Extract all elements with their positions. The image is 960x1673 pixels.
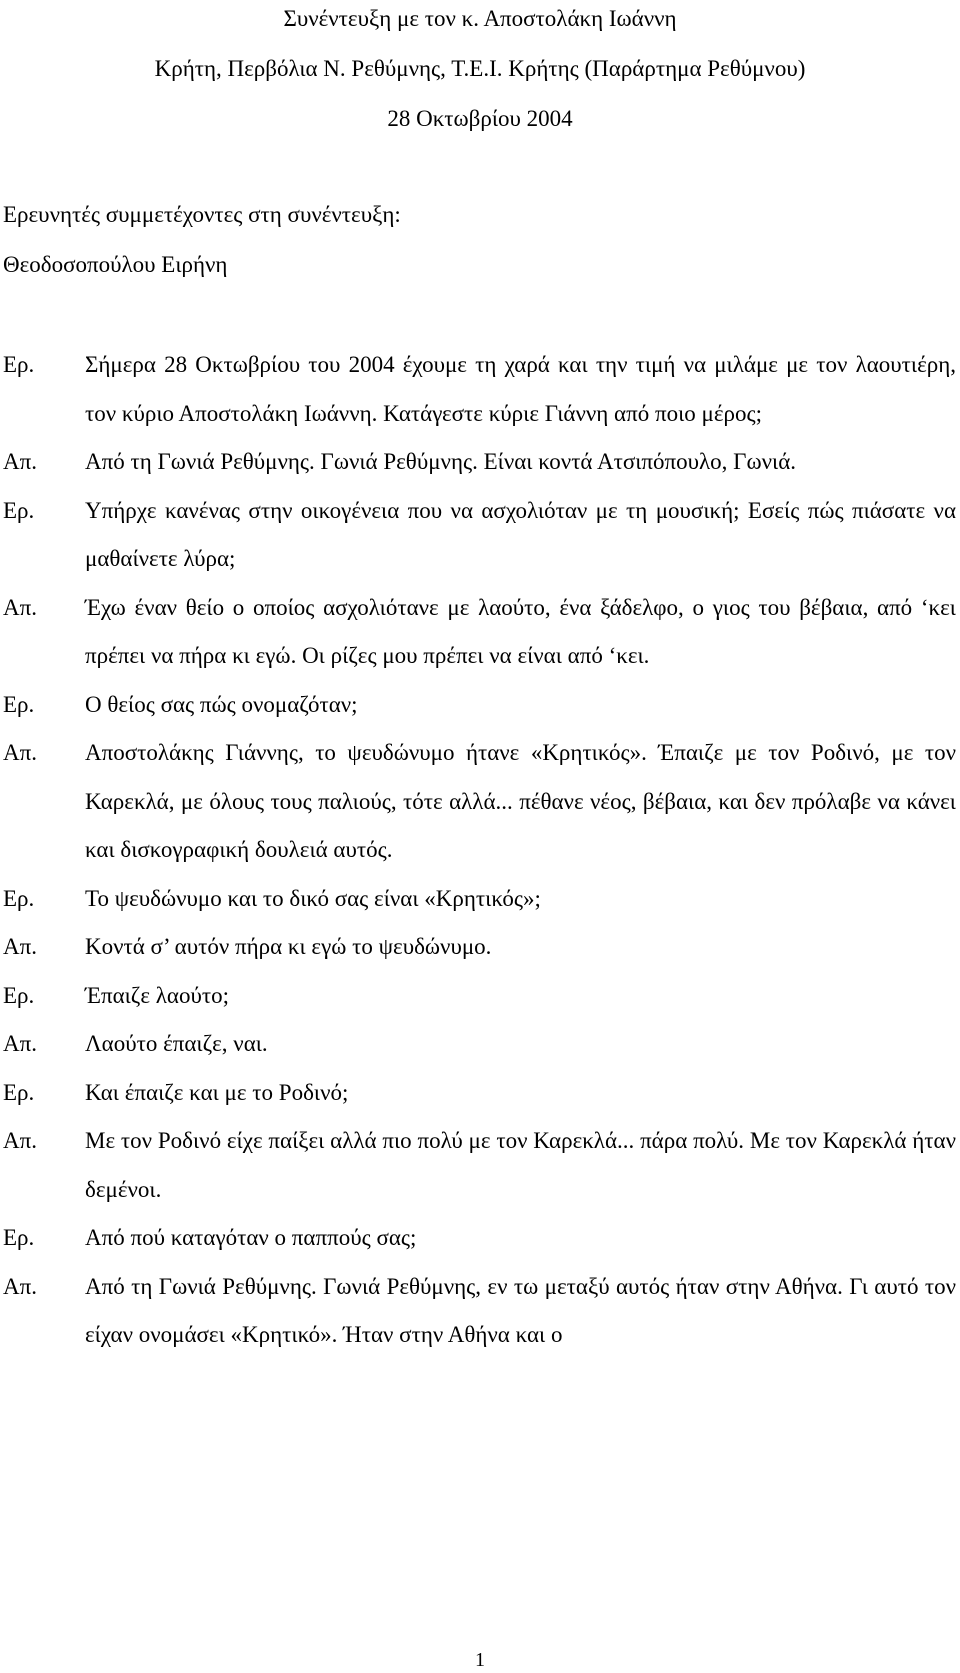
speaker-label: Ερ. xyxy=(3,1225,35,1250)
speaker-label: Απ. xyxy=(3,934,37,959)
transcript-entry xyxy=(3,1263,956,1360)
researchers-label: Ερευνητές συμμετέχοντες στη συνέντευξη: xyxy=(3,202,401,227)
speaker-label: Ερ. xyxy=(3,885,35,911)
utterance-text: Ο θείος σας πώς ονομαζόταν; xyxy=(85,691,358,717)
speaker-label: Απ. xyxy=(3,594,37,620)
researchers-block xyxy=(3,190,943,290)
utterance-text: Το ψευδώνυμο και το δικό σας είναι «Κρητικός»; xyxy=(85,885,541,911)
interview-location: Κρήτη, Περβόλια Ν. Ρεθύμνης, Τ.Ε.Ι. Κρήτης (Παράρτημα Ρεθύμνου) xyxy=(154,56,806,81)
speaker-label: Ερ. xyxy=(3,352,35,377)
speaker-label: Απ. xyxy=(3,1031,37,1056)
utterance-text: Από τη Γωνιά Ρεθύμνης. Γωνιά Ρεθύμνης, εν τω μεταξύ αυτός ήταν στην Αθήνα. Γι αυτό τον είχαν ονομάσει «Κρητικό». Ήταν στην Αθήνα και ο xyxy=(85,1273,956,1347)
page-number: 1 xyxy=(475,1649,485,1671)
speaker-label: Ερ. xyxy=(3,497,35,523)
utterance-text: Αποστολάκης Γιάννης, το ψευδώνυμο ήτανε «Κρητικός». Έπαιζε με τον Ροδινό, με τον Καρεκλά, με όλους τους παλιούς, τότε αλλά... πέθανε νέος, βέβαια, και δεν πρόλαβε να κάνει και δισκογραφική δουλειά αυτός. xyxy=(85,740,956,862)
utterance-text: Έπαιζε λαούτο; xyxy=(85,982,229,1008)
utterance-text: Κοντά σ’ αυτόν πήρα κι εγώ το ψευδώνυμο. xyxy=(85,934,492,959)
researcher-name: Θεοδοσοπούλου Ειρήνη xyxy=(3,252,228,277)
transcript xyxy=(3,341,956,1360)
speaker-label: Απ. xyxy=(3,449,37,474)
utterance-text: Και έπαιζε και με το Ροδινό; xyxy=(85,1079,349,1105)
speaker-label: Απ. xyxy=(3,1128,37,1153)
utterance-text: Σήμερα 28 Οκτωβρίου του 2004 έχουμε τη χαρά και την τιμή να μιλάμε με τον λαουτιέρη, τον κύριο Αποστολάκη Ιωάννη. Κατάγεστε κύριε Γιάννη από ποιο μέρος; xyxy=(85,352,956,426)
utterance-text: Υπήρχε κανένας στην οικογένεια που να ασχολιόταν με τη μουσική; Εσείς πώς πιάσατε να μαθαίνετε λύρα; xyxy=(85,497,956,571)
speaker-label: Απ. xyxy=(3,1273,37,1299)
transcript-entry xyxy=(3,729,956,875)
utterance-text: Λαούτο έπαιζε, ναι. xyxy=(85,1031,268,1056)
utterance-text: Με τον Ροδινό είχε παίξει αλλά πιο πολύ με τον Καρεκλά... πάρα πολύ. Με τον Καρεκλά ήταν δεμένοι. xyxy=(85,1128,956,1202)
speaker-label: Ερ. xyxy=(3,982,35,1008)
speaker-label: Ερ. xyxy=(3,1079,35,1105)
interview-header xyxy=(0,0,960,144)
utterance-text: Από πού καταγόταν ο παππούς σας; xyxy=(85,1225,417,1250)
utterance-text: Έχω έναν θείο ο οποίος ασχολιότανε με λαούτο, ένα ξάδελφο, ο γιος του βέβαια, από ‘κει πρέπει να πήρα κι εγώ. Οι ρίζες μου πρέπει να είναι από ‘κει. xyxy=(85,594,956,668)
interview-title: Συνέντευξη με τον κ. Αποστολάκη Ιωάννη xyxy=(283,6,677,31)
utterance-text: Από τη Γωνιά Ρεθύμνης. Γωνιά Ρεθύμνης. Είναι κοντά Ατσιπόπουλο, Γωνιά. xyxy=(85,449,796,474)
speaker-label: Ερ. xyxy=(3,691,35,717)
interview-date: 28 Οκτωβρίου 2004 xyxy=(387,106,573,131)
speaker-label: Απ. xyxy=(3,740,37,765)
